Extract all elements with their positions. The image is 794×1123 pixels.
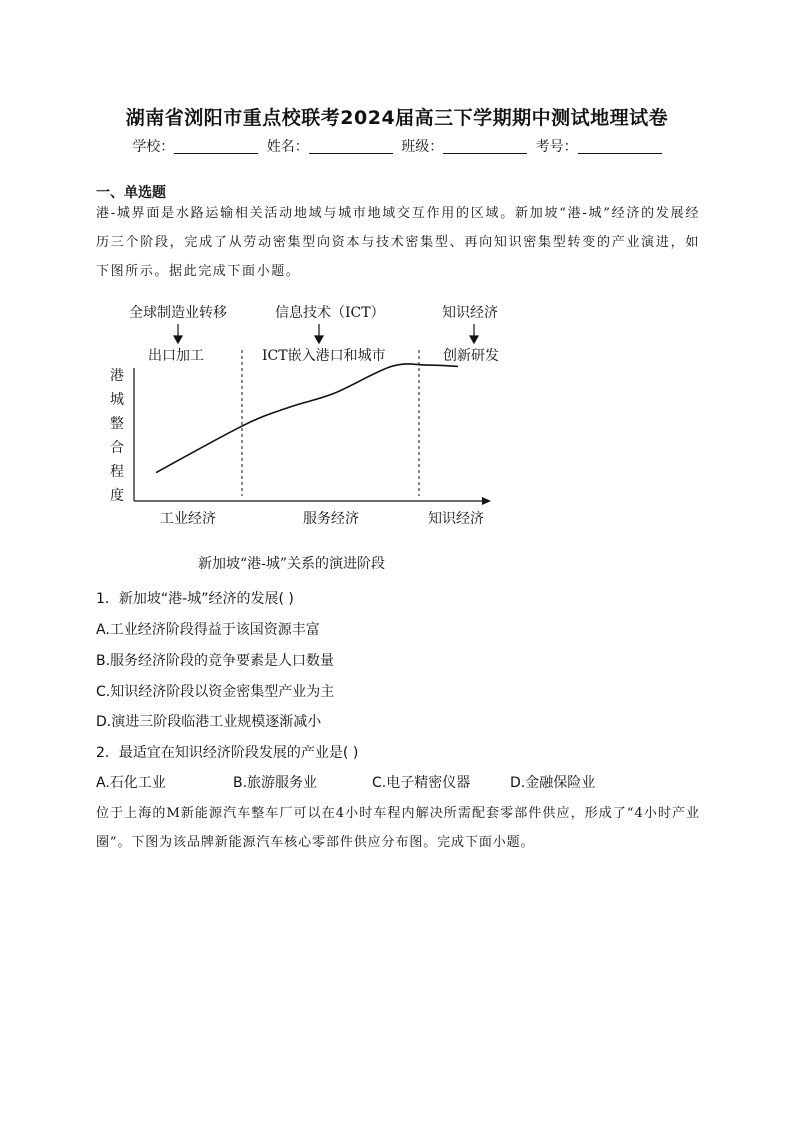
class-blank[interactable] <box>443 139 527 154</box>
q2-option-b[interactable]: B.旅游服务业 <box>233 775 318 791</box>
q1-option-a[interactable]: A.工业经济阶段得益于该国资源丰富 <box>96 622 320 638</box>
y-axis-label-char: 度 <box>110 488 124 504</box>
passage-2: 位于上海的M新能源汽车整车厂可以在4小时车程内解决所需配套零部件供应，形成了“4小时产业圈”。下图为该品牌新能源汽车核心零部件供应分布图。完成下面小题。 <box>96 806 700 850</box>
figure-caption: 新加坡“港-城”关系的演进阶段 <box>198 556 386 572</box>
q1-option-d[interactable]: D.演进三阶段临港工业规模逐渐减小 <box>96 714 322 730</box>
top-label-ict: 信息技术（ICT） <box>275 305 385 321</box>
down-arrows <box>174 324 478 343</box>
y-axis-label <box>110 368 124 504</box>
q2-option-c[interactable]: C.电子精密仪器 <box>372 775 471 791</box>
stage-label-ict-embed: ICT嵌入港口和城市 <box>262 348 386 364</box>
x-label-industrial: 工业经济 <box>160 511 216 527</box>
exam-number-blank[interactable] <box>578 139 662 154</box>
integration-curve <box>156 364 458 473</box>
q1-option-b[interactable]: B.服务经济阶段的竞争要素是人口数量 <box>96 653 335 669</box>
student-info-line <box>0 136 794 156</box>
x-label-service: 服务经济 <box>303 511 359 527</box>
exam-number-label: 考号： <box>535 139 578 155</box>
name-label: 姓名： <box>266 139 309 155</box>
stage-label-innovation: 创新研发 <box>443 348 499 364</box>
top-label-knowledge: 知识经济 <box>442 305 498 321</box>
school-blank[interactable] <box>174 139 258 154</box>
y-axis-label-char: 城 <box>110 392 124 408</box>
port-city-chart <box>108 298 528 578</box>
x-axis-arrow-icon <box>482 497 491 505</box>
section-title: 一、单选题 <box>96 185 166 201</box>
y-axis-label-char: 整 <box>110 416 124 432</box>
school-label: 学校： <box>132 139 175 155</box>
q2-option-a[interactable]: A.石化工业 <box>96 775 166 791</box>
passage-1: 港-城界面是水路运输相关活动地域与城市地域交互作用的区域。新加坡“港-城”经济的发展经历三个阶段，完成了从劳动密集型向资本与技术密集型、再向知识密集型转变的产业演进，如下图所示。据此完成下面小题。 <box>96 206 700 279</box>
q2-option-d[interactable]: D.金融保险业 <box>510 775 596 791</box>
name-blank[interactable] <box>309 139 393 154</box>
y-axis-label-char: 合 <box>110 440 124 456</box>
x-label-knowledge: 知识经济 <box>428 511 484 527</box>
class-label: 班级： <box>401 139 444 155</box>
question-1-stem: 1．新加坡“港-城”经济的发展( ) <box>96 591 294 607</box>
q1-option-c[interactable]: C.知识经济阶段以资金密集型产业为主 <box>96 684 335 700</box>
y-axis-label-char: 港 <box>110 368 124 384</box>
page-title: 湖南省浏阳市重点校联考2024届高三下学期期中测试地理试卷 <box>125 107 669 129</box>
stage-label-export: 出口加工 <box>148 348 204 364</box>
top-label-manufacturing: 全球制造业转移 <box>129 305 227 321</box>
y-axis-label-char: 程 <box>110 464 124 480</box>
question-2-stem: 2．最适宜在知识经济阶段发展的产业是( ) <box>96 745 359 761</box>
